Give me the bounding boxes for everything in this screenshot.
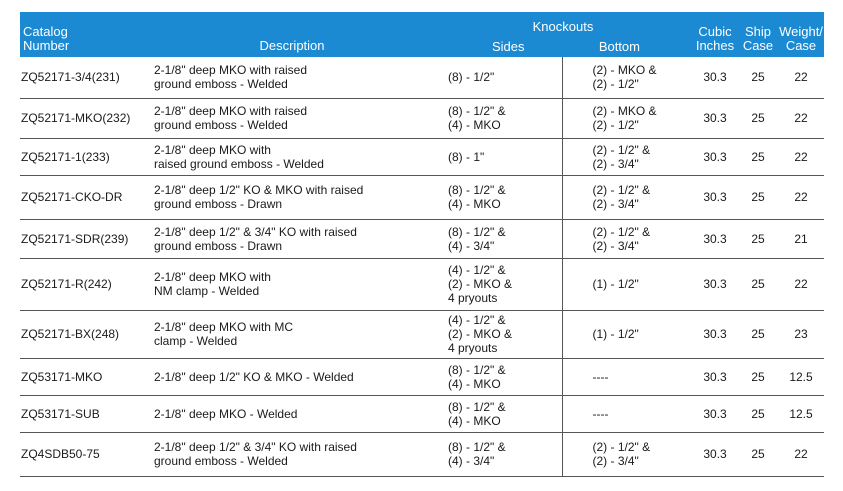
description-cell-line: 2-1/8" deep MKO with MC xyxy=(154,320,293,334)
description-cell-line: 2-1/8" deep MKO - Welded xyxy=(154,406,298,421)
bottom-knockouts-cell-line: (1) - 1/2" xyxy=(592,277,639,291)
cubic-inches-cell: 30.3 xyxy=(692,358,738,395)
description-cell-line: NM clamp - Welded xyxy=(154,284,260,298)
sides-knockouts-cell-line: 4 pryouts xyxy=(448,341,498,355)
bottom-knockouts-cell xyxy=(562,432,692,476)
bottom-knockouts-cell xyxy=(562,57,692,98)
description-cell xyxy=(150,98,434,138)
table-row xyxy=(20,258,824,310)
weight-case-cell: 22 xyxy=(778,432,824,476)
header-sides: Sides xyxy=(492,39,525,54)
table-header xyxy=(20,12,824,57)
catalog-number-cell: ZQ52171-3/4(231) xyxy=(20,57,150,98)
catalog-number-cell: ZQ52171-SDR(239) xyxy=(20,219,150,258)
catalog-number-cell: ZQ53171-SUB xyxy=(20,395,150,432)
sides-knockouts-cell-line: 4 pryouts xyxy=(448,291,498,305)
sides-knockouts-cell-line: (2) - MKO & xyxy=(448,327,513,341)
weight-case-cell: 22 xyxy=(778,138,824,175)
catalog-number-cell: ZQ52171-1(233) xyxy=(20,138,150,175)
description-cell xyxy=(150,175,434,219)
header-catalog-number: Catalog Number xyxy=(20,12,150,57)
sides-knockouts-cell-line: (8) - 1" xyxy=(448,149,485,164)
sides-knockouts-cell-line: (8) - 1/2" & xyxy=(448,440,506,454)
sides-knockouts-cell xyxy=(434,358,562,395)
bottom-knockouts-cell xyxy=(562,175,692,219)
table-row xyxy=(20,98,824,138)
description-cell xyxy=(150,219,434,258)
table-row xyxy=(20,358,824,395)
weight-case-cell: 12.5 xyxy=(778,395,824,432)
description-cell-line: clamp - Welded xyxy=(154,334,238,348)
sides-knockouts-cell-line: (4) - 3/4" xyxy=(448,454,495,468)
bottom-knockouts-cell xyxy=(562,258,692,310)
cubic-inches-cell: 30.3 xyxy=(692,175,738,219)
cubic-inches-cell: 30.3 xyxy=(692,219,738,258)
bottom-knockouts-cell-line: ---- xyxy=(592,369,609,384)
description-cell-line: ground emboss - Welded xyxy=(154,118,288,132)
sides-knockouts-cell-line: (8) - 1/2" & xyxy=(448,224,506,239)
ship-case-cell: 25 xyxy=(738,98,778,138)
bottom-knockouts-cell-line: (2) - 1/2" & xyxy=(592,440,651,454)
ship-case-cell: 25 xyxy=(738,138,778,175)
sides-knockouts-cell xyxy=(434,258,562,310)
description-cell-line: 2-1/8" deep 1/2" KO & MKO with raised xyxy=(154,183,364,197)
sides-knockouts-cell-line: (4) - MKO xyxy=(448,376,501,391)
table-row xyxy=(20,219,824,258)
catalog-number-cell: ZQ52171-BX(248) xyxy=(20,310,150,358)
header-knockouts-title: Knockouts xyxy=(532,19,594,34)
cubic-inches-cell: 30.3 xyxy=(692,395,738,432)
description-cell-line: ground emboss - Welded xyxy=(154,77,288,92)
description-cell-line: raised ground emboss - Welded xyxy=(154,156,324,171)
bottom-knockouts-cell-line: (2) - MKO & xyxy=(592,63,657,78)
cubic-inches-cell: 30.3 xyxy=(692,432,738,476)
description-cell xyxy=(150,310,434,358)
bottom-knockouts-cell xyxy=(562,98,692,138)
table-row xyxy=(20,310,824,358)
catalog-table xyxy=(20,12,824,477)
header-bottom: Bottom xyxy=(598,39,640,54)
cubic-inches-cell: 30.3 xyxy=(692,258,738,310)
bottom-knockouts-cell-line: (2) - MKO & xyxy=(592,104,657,118)
bottom-knockouts-cell-line: (2) - 3/4" xyxy=(592,156,639,171)
catalog-number-cell: ZQ52171-R(242) xyxy=(20,258,150,310)
sides-knockouts-cell xyxy=(434,138,562,175)
bottom-knockouts-cell-line: (2) - 1/2" & xyxy=(592,224,651,239)
ship-case-cell: 25 xyxy=(738,358,778,395)
sides-knockouts-cell-line: (4) - MKO xyxy=(448,413,501,428)
bottom-knockouts-cell-line: (2) - 3/4" xyxy=(592,238,639,253)
header-knockouts xyxy=(434,12,692,57)
catalog-number-cell: ZQ53171-MKO xyxy=(20,358,150,395)
weight-case-cell: 22 xyxy=(778,175,824,219)
description-cell xyxy=(150,258,434,310)
description-cell-line: 2-1/8" deep MKO with xyxy=(154,142,271,157)
sides-knockouts-cell xyxy=(434,432,562,476)
catalog-number-cell: ZQ52171-MKO(232) xyxy=(20,98,150,138)
sides-knockouts-cell-line: (8) - 1/2" & xyxy=(448,399,506,414)
cubic-inches-cell: 30.3 xyxy=(692,57,738,98)
ship-case-cell: 25 xyxy=(738,432,778,476)
sides-knockouts-cell-line: (4) - MKO xyxy=(448,118,501,132)
sides-knockouts-cell-line: (4) - MKO xyxy=(448,197,501,211)
bottom-knockouts-cell xyxy=(562,395,692,432)
bottom-knockouts-cell-line: (2) - 3/4" xyxy=(592,454,639,468)
weight-case-cell: 22 xyxy=(778,258,824,310)
ship-case-cell: 25 xyxy=(738,258,778,310)
bottom-knockouts-cell-line: (2) - 1/2" xyxy=(592,77,639,92)
cubic-inches-cell: 30.3 xyxy=(692,98,738,138)
sides-knockouts-cell xyxy=(434,98,562,138)
weight-case-cell: 12.5 xyxy=(778,358,824,395)
description-cell-line: ground emboss - Drawn xyxy=(154,197,283,211)
sides-knockouts-cell xyxy=(434,310,562,358)
description-cell xyxy=(150,138,434,175)
header-weight-case: Weight/ Case xyxy=(778,12,824,57)
weight-case-cell: 23 xyxy=(778,310,824,358)
description-cell xyxy=(150,395,434,432)
description-cell-line: 2-1/8" deep 1/2" KO & MKO - Welded xyxy=(154,369,354,384)
bottom-knockouts-cell xyxy=(562,310,692,358)
bottom-knockouts-cell xyxy=(562,138,692,175)
sides-knockouts-cell xyxy=(434,57,562,98)
ship-case-cell: 25 xyxy=(738,310,778,358)
bottom-knockouts-cell xyxy=(562,358,692,395)
header-cubic-inches: Cubic Inches xyxy=(692,12,738,57)
sides-knockouts-cell-line: (8) - 1/2" & xyxy=(448,362,506,377)
description-cell-line: ground emboss - Welded xyxy=(154,454,288,468)
sides-knockouts-cell xyxy=(434,395,562,432)
description-cell-line: 2-1/8" deep MKO with raised xyxy=(154,63,307,78)
sides-knockouts-cell-line: (8) - 1/2" & xyxy=(448,183,506,197)
header-description: Description xyxy=(150,12,434,57)
sides-knockouts-cell-line: (4) - 1/2" & xyxy=(448,313,506,327)
catalog-number-cell: ZQ4SDB50-75 xyxy=(20,432,150,476)
sides-knockouts-cell-line: (8) - 1/2" & xyxy=(448,104,506,118)
bottom-knockouts-cell xyxy=(562,219,692,258)
sides-knockouts-cell xyxy=(434,219,562,258)
sides-knockouts-cell-line: (8) - 1/2" xyxy=(448,70,495,85)
header-ship-case: Ship Case xyxy=(738,12,778,57)
sides-knockouts-cell xyxy=(434,175,562,219)
table-row xyxy=(20,395,824,432)
weight-case-cell: 22 xyxy=(778,57,824,98)
description-cell xyxy=(150,358,434,395)
bottom-knockouts-cell-line: (2) - 3/4" xyxy=(592,197,639,211)
description-cell-line: ground emboss - Drawn xyxy=(154,238,283,253)
cubic-inches-cell: 30.3 xyxy=(692,138,738,175)
description-cell-line: 2-1/8" deep 1/2" & 3/4" KO with raised xyxy=(154,224,357,239)
ship-case-cell: 25 xyxy=(738,175,778,219)
bottom-knockouts-cell-line: (2) - 1/2" xyxy=(592,118,639,132)
bottom-knockouts-cell-line: (1) - 1/2" xyxy=(592,327,639,341)
sides-knockouts-cell-line: (4) - 1/2" & xyxy=(448,263,506,277)
description-cell xyxy=(150,432,434,476)
table-row xyxy=(20,57,824,98)
table-row xyxy=(20,432,824,476)
table-row xyxy=(20,138,824,175)
bottom-knockouts-cell-line: (2) - 1/2" & xyxy=(592,183,651,197)
table-body xyxy=(20,57,824,476)
table-row xyxy=(20,175,824,219)
cubic-inches-cell: 30.3 xyxy=(692,310,738,358)
description-cell-line: 2-1/8" deep 1/2" & 3/4" KO with raised xyxy=(154,440,357,454)
ship-case-cell: 25 xyxy=(738,395,778,432)
bottom-knockouts-cell-line: (2) - 1/2" & xyxy=(592,142,651,157)
description-cell-line: 2-1/8" deep MKO with raised xyxy=(154,104,307,118)
weight-case-cell: 22 xyxy=(778,98,824,138)
description-cell xyxy=(150,57,434,98)
catalog-number-cell: ZQ52171-CKO-DR xyxy=(20,175,150,219)
description-cell-line: 2-1/8" deep MKO with xyxy=(154,270,271,284)
sides-knockouts-cell-line: (4) - 3/4" xyxy=(448,238,495,253)
bottom-knockouts-cell-line: ---- xyxy=(592,406,609,421)
ship-case-cell: 25 xyxy=(738,57,778,98)
weight-case-cell: 21 xyxy=(778,219,824,258)
sides-knockouts-cell-line: (2) - MKO & xyxy=(448,277,513,291)
ship-case-cell: 25 xyxy=(738,219,778,258)
